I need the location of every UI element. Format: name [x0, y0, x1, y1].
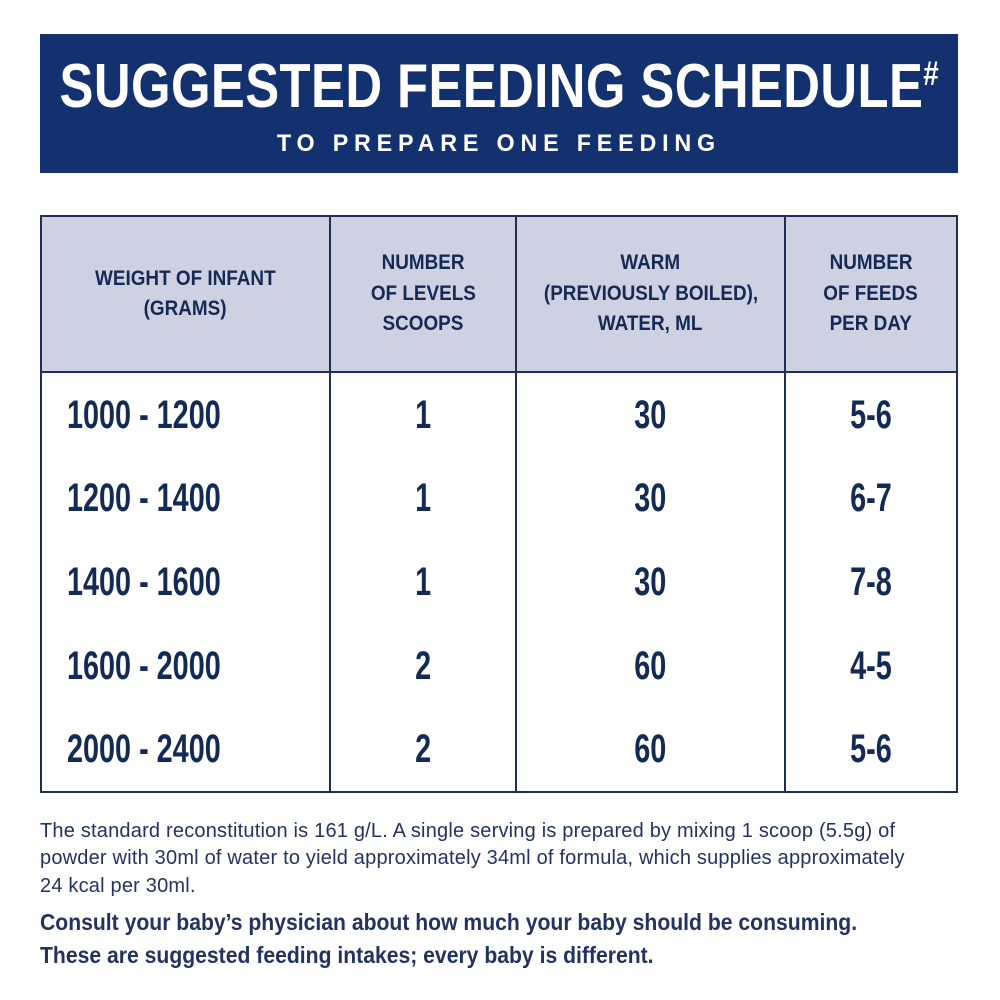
physician-advice-footnote	[40, 906, 970, 973]
column-header-scoops	[331, 217, 517, 373]
header-line: NUMBER	[381, 251, 465, 275]
title-banner	[40, 34, 958, 173]
table-row-2-feeds-cell	[786, 457, 956, 541]
table-row-3-water-cell	[517, 540, 786, 624]
header-line: WATER, ML	[598, 312, 703, 336]
reconstitution-footnote	[40, 818, 970, 900]
water-value: 60	[634, 727, 667, 772]
weight-value: 2000 - 2400	[67, 727, 221, 772]
feeds-value: 5-6	[850, 392, 892, 437]
water-value: 30	[634, 392, 667, 437]
table-row-5-weight-cell	[42, 707, 331, 791]
weight-value: 1200 - 1400	[67, 476, 221, 521]
scoops-value: 2	[415, 643, 432, 688]
header-line: PER DAY	[829, 312, 913, 336]
weight-value: 1000 - 1200	[67, 392, 221, 437]
table-row-3-scoops-cell	[331, 540, 517, 624]
title-footnote-marker: #	[922, 54, 939, 93]
water-value: 60	[634, 643, 667, 688]
table-row-4-scoops-cell	[331, 624, 517, 708]
page-title-text: SUGGESTED FEEDING SCHEDULE	[59, 51, 923, 121]
header-line: (GRAMS)	[143, 297, 227, 320]
feeding-schedule-table	[40, 215, 958, 793]
scoops-value: 2	[415, 727, 432, 772]
column-header-water	[517, 217, 786, 373]
header-line: OF LEVELS	[370, 281, 476, 305]
scoops-value: 1	[415, 476, 432, 521]
table-row-5-water-cell	[517, 707, 786, 791]
scoops-value: 1	[415, 392, 432, 437]
feeds-value: 6-7	[850, 476, 892, 521]
table-row-2-weight-cell	[42, 457, 331, 541]
header-line: WEIGHT OF INFANT	[95, 266, 276, 290]
table-row-5-scoops-cell	[331, 707, 517, 791]
table-row-2-scoops-cell	[331, 457, 517, 541]
feeds-value: 4-5	[850, 643, 892, 688]
water-value: 30	[634, 476, 667, 521]
header-line: WARM	[620, 251, 681, 275]
column-header-feeds	[786, 217, 956, 373]
header-line: NUMBER	[829, 251, 913, 275]
weight-value: 1400 - 1600	[67, 559, 221, 604]
table-row-4-weight-cell	[42, 624, 331, 708]
table-row-4-water-cell	[517, 624, 786, 708]
footnote-line: 24 kcal per 30ml.	[40, 874, 196, 897]
table-row-4-feeds-cell	[786, 624, 956, 708]
page-title	[59, 51, 939, 121]
feeds-value: 5-6	[850, 727, 892, 772]
table-row-2-water-cell	[517, 457, 786, 541]
table-row-5-feeds-cell	[786, 707, 956, 791]
feeds-value: 7-8	[850, 559, 892, 604]
table-row-1-feeds-cell	[786, 373, 956, 457]
column-header-weight	[42, 217, 331, 373]
header-line: OF FEEDS	[823, 281, 919, 305]
scoops-value: 1	[415, 559, 432, 604]
page-subtitle: TO PREPARE ONE FEEDING	[276, 129, 722, 157]
table-row-1-water-cell	[517, 373, 786, 457]
table-row-1-weight-cell	[42, 373, 331, 457]
weight-value: 1600 - 2000	[67, 643, 221, 688]
header-line: SCOOPS	[382, 312, 464, 336]
footnote-line: powder with 30ml of water to yield approximately 34ml of formula, which supplies approximately	[40, 847, 905, 870]
table-row-3-feeds-cell	[786, 540, 956, 624]
table-row-1-scoops-cell	[331, 373, 517, 457]
footnote-line: Consult your baby’s physician about how much your baby should be consuming.	[40, 909, 858, 935]
footnote-line: The standard reconstitution is 161 g/L. A single serving is prepared by mixing 1 scoop (5.5g) of	[40, 820, 896, 842]
footnote-line: These are suggested feeding intakes; every baby is different.	[40, 942, 654, 969]
table-row-3-weight-cell	[42, 540, 331, 624]
water-value: 30	[634, 559, 667, 604]
header-line: (PREVIOUSLY BOILED),	[543, 281, 758, 305]
